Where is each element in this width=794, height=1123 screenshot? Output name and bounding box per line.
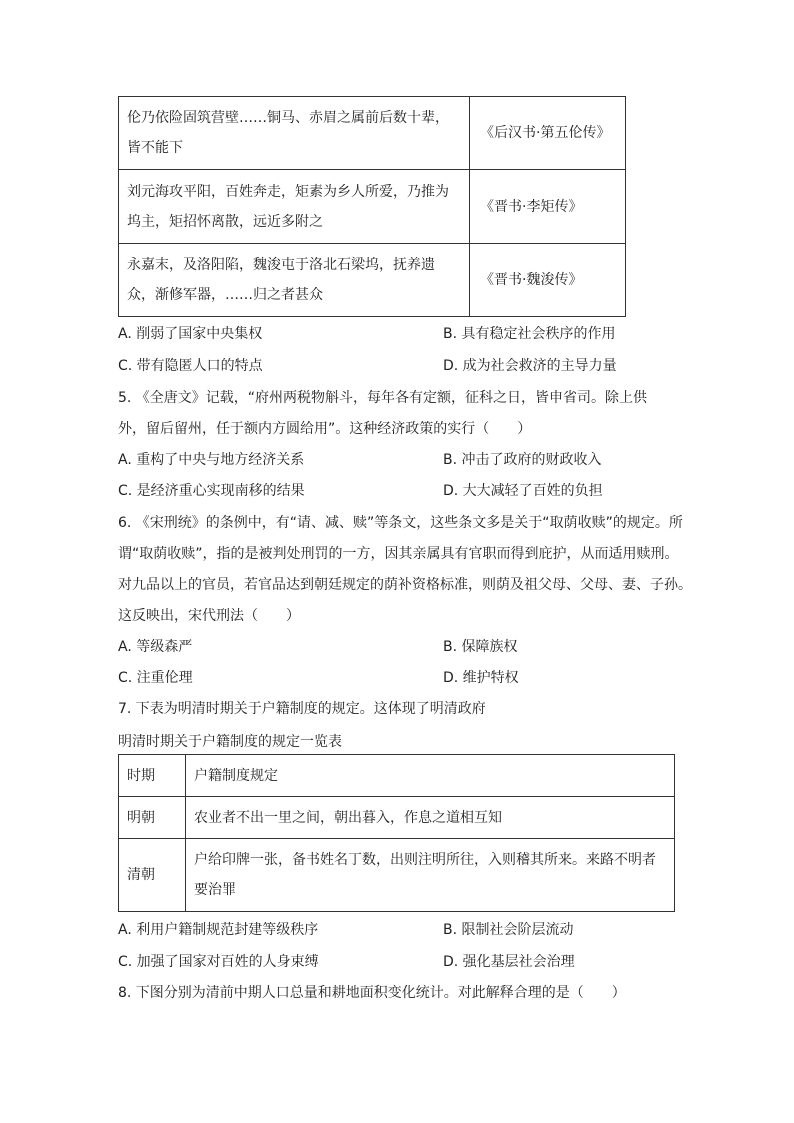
option-a[interactable]: A. 削弱了国家中央集权 bbox=[118, 326, 263, 342]
header-period: 时期 bbox=[119, 755, 186, 797]
cell-rule: 农业者不出一里之间，朝出暮入，作息之道相互知 bbox=[186, 797, 675, 839]
table-cell-source: 《晋书·李矩传》 bbox=[470, 170, 626, 244]
table-row bbox=[119, 244, 626, 317]
cell-period: 清朝 bbox=[119, 839, 186, 912]
source-table bbox=[118, 96, 626, 317]
option-b[interactable]: B. 冲击了政府的财政收入 bbox=[443, 452, 602, 468]
question-5-text: 5. 《全唐文》记载，“府州两税物斛斗，每年各有定额，征科之日，皆申省司。除上供 bbox=[118, 390, 648, 406]
table-cell-source: 《晋书·魏浚传》 bbox=[470, 244, 626, 317]
table-cell-text: 永嘉末，及洛阳陷，魏浚屯于洛北石梁坞，抚养遗 众，渐修军器，……归之者甚众 bbox=[119, 244, 470, 317]
option-c[interactable]: C. 加强了国家对百姓的人身束缚 bbox=[118, 954, 319, 970]
question-6-text: 这反映出，宋代刑法（ ） bbox=[118, 608, 300, 624]
option-d[interactable]: D. 成为社会救济的主导力量 bbox=[443, 358, 617, 374]
table-row bbox=[119, 97, 626, 170]
table-row bbox=[119, 170, 626, 244]
question-6-text: 谓“取荫收赎”，指的是被判处刑罚的一方，因其亲属具有官职而得到庇护，从而适用赎刑。 bbox=[118, 546, 679, 562]
question-5-text: 外，留后留州，任于额内方圆给用”。这种经济政策的实行（ ） bbox=[118, 421, 532, 437]
option-c[interactable]: C. 是经济重心实现南移的结果 bbox=[118, 483, 305, 499]
cell-period: 明朝 bbox=[119, 797, 186, 839]
household-registration-table bbox=[118, 754, 675, 912]
table-row bbox=[119, 797, 675, 839]
table-row bbox=[119, 839, 675, 912]
option-b[interactable]: B. 具有稳定社会秩序的作用 bbox=[443, 326, 616, 342]
question-6-text: 对九品以上的官员，若官品达到朝廷规定的荫补资格标准，则荫及祖父母、父母、妻、子孙。 bbox=[118, 577, 692, 593]
table-cell-text: 伦乃依险固筑营壁……铜马、赤眉之属前后数十辈， 皆不能下 bbox=[119, 97, 470, 170]
option-d[interactable]: D. 维护特权 bbox=[443, 670, 519, 686]
option-a[interactable]: A. 利用户籍制规范封建等级秩序 bbox=[118, 922, 319, 938]
option-d[interactable]: D. 强化基层社会治理 bbox=[443, 954, 575, 970]
table-cell-source: 《后汉书·第五伦传》 bbox=[470, 97, 626, 170]
header-rule: 户籍制度规定 bbox=[186, 755, 675, 797]
table-header-row bbox=[119, 755, 675, 797]
option-b[interactable]: B. 限制社会阶层流动 bbox=[443, 922, 574, 938]
table-title: 明清时期关于户籍制度的规定一览表 bbox=[118, 734, 342, 750]
table-cell-text: 刘元海攻平阳，百姓奔走，矩素为乡人所爱，乃推为 坞主，矩招怀离散，远近多附之 bbox=[119, 170, 470, 244]
cell-rule: 户给印牌一张，备书姓名丁数，出则注明所往，入则稽其所来。来路不明者 要治罪 bbox=[186, 839, 675, 912]
question-7-text: 7. 下表为明清时期关于户籍制度的规定。这体现了明清政府 bbox=[118, 701, 486, 717]
option-c[interactable]: C. 带有隐匿人口的特点 bbox=[118, 358, 263, 374]
question-6-text: 6. 《宋刑统》的条例中，有“请、减、赎”等条文，这些条文多是关于“取荫收赎”的规定。所 bbox=[118, 515, 683, 531]
option-c[interactable]: C. 注重伦理 bbox=[118, 670, 193, 686]
option-a[interactable]: A. 重构了中央与地方经济关系 bbox=[118, 452, 305, 468]
option-a[interactable]: A. 等级森严 bbox=[118, 639, 193, 655]
question-8-text: 8. 下图分别为清前中期人口总量和耕地面积变化统计。对此解释合理的是（ ） bbox=[118, 985, 626, 1001]
option-b[interactable]: B. 保障族权 bbox=[443, 639, 518, 655]
option-d[interactable]: D. 大大减轻了百姓的负担 bbox=[443, 483, 603, 499]
